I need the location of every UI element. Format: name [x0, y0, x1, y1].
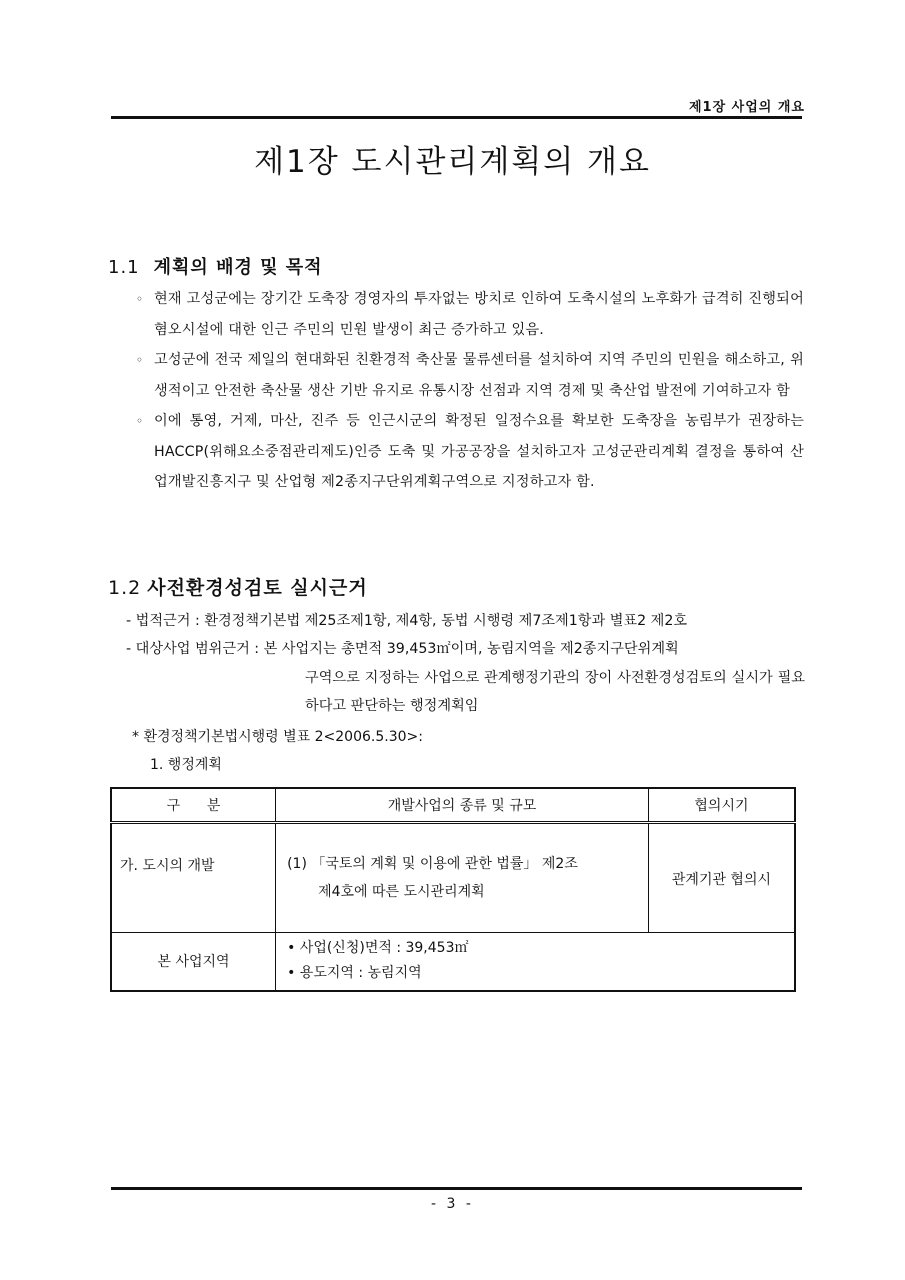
detail-item: • 용도지역 : 농림지역: [287, 965, 422, 982]
row-category: 가. 도시의 개발: [111, 823, 276, 933]
row-description: [276, 823, 649, 933]
scope-label: - 대상사업 범위근거 :: [126, 641, 264, 657]
description-line: (1) 「국토의 계획 및 이용에 관한 법률」 제2조: [287, 856, 578, 872]
detail-item: • 사업(신청)면적 : 39,453㎡: [287, 940, 469, 957]
table-header-row: [111, 788, 795, 823]
row-timing: 관계기관 협의시: [648, 823, 795, 933]
header-category: 구 분: [111, 788, 276, 823]
page-title: 제1장 도시관리계획의 개요: [254, 144, 651, 180]
section-title: 계획의 배경 및 목적: [153, 257, 323, 278]
running-header: 제1장 사업의 개요: [688, 100, 805, 115]
table-row: [111, 823, 795, 933]
footer-rule: [111, 1187, 802, 1190]
circle-bullet-icon: ◦: [136, 414, 144, 428]
section-1-1-bullets: [136, 284, 804, 498]
section-1-2-heading: [108, 573, 368, 600]
description-line: 제4호에 따른 도시관리계획: [318, 884, 485, 900]
star-note: * 환경정책기본법시행령 별표 2<2006.5.30>:: [132, 729, 423, 745]
section-number: 1.2: [108, 577, 142, 599]
row-details: [276, 933, 795, 991]
section-title: 사전환경성검토 실시근거: [147, 577, 368, 599]
scope-text: 본 사업지는 총면적 39,453㎡이며, 농림지역을 제2종지구단위계획: [263, 641, 679, 657]
header-timing: 협의시기: [648, 788, 795, 823]
circle-bullet-icon: ◦: [136, 292, 144, 306]
list-item: ◦ 이에 통영, 거제, 마산, 진주 등 인근시군의 확정된 일정수요를 확보한 도축장을 농림부가 권장하는 HACCP(위해요소중점관리제도)인증 도축 및 가공공장을 설치하고자 고성군관리계획 결정을 통하여 산업개발진흥지구 및 산업형 제2종지구단위계획구역으로 지정하고자 함.: [136, 406, 804, 498]
scope-basis: [126, 636, 679, 662]
sub-item: 1. 행정계획: [150, 757, 222, 773]
plan-table: [110, 787, 796, 992]
section-number: 1.1: [108, 257, 140, 278]
list-item: ◦ 고성군에 전국 제일의 현대화된 친환경적 축산물 물류센터를 설치하여 지역 주민의 민원을 해소하고, 위생적이고 안전한 축산물 생산 기반 유지로 유통시장 선점과 지역 경제 및 축산업 발전에 기여하고자 함: [136, 345, 804, 406]
header-rule: [111, 116, 802, 119]
list-item: ◦ 현재 고성군에는 장기간 도축장 경영자의 투자없는 방치로 인하여 도축시설의 노후화가 급격히 진행되어 혐오시설에 대한 인근 주민의 민원 발생이 최근 증가하고 있음.: [136, 284, 804, 345]
row-category: 본 사업지역: [111, 933, 276, 991]
page-number: - 3 -: [431, 1196, 474, 1212]
legal-basis: - 법적근거 : 환경정책기본법 제25조제1항, 제4항, 동법 시행령 제7조제1항과 별표2 제2호: [126, 613, 688, 629]
circle-bullet-icon: ◦: [136, 353, 144, 367]
table-row: [111, 933, 795, 991]
section-1-1-heading: [108, 253, 323, 279]
header-description: 개발사업의 종류 및 규모: [276, 788, 649, 823]
scope-continuation: 구역으로 지정하는 사업으로 관계행정기관의 장이 사전환경성검토의 실시가 필요하다고 판단하는 행정계획임: [305, 670, 805, 714]
